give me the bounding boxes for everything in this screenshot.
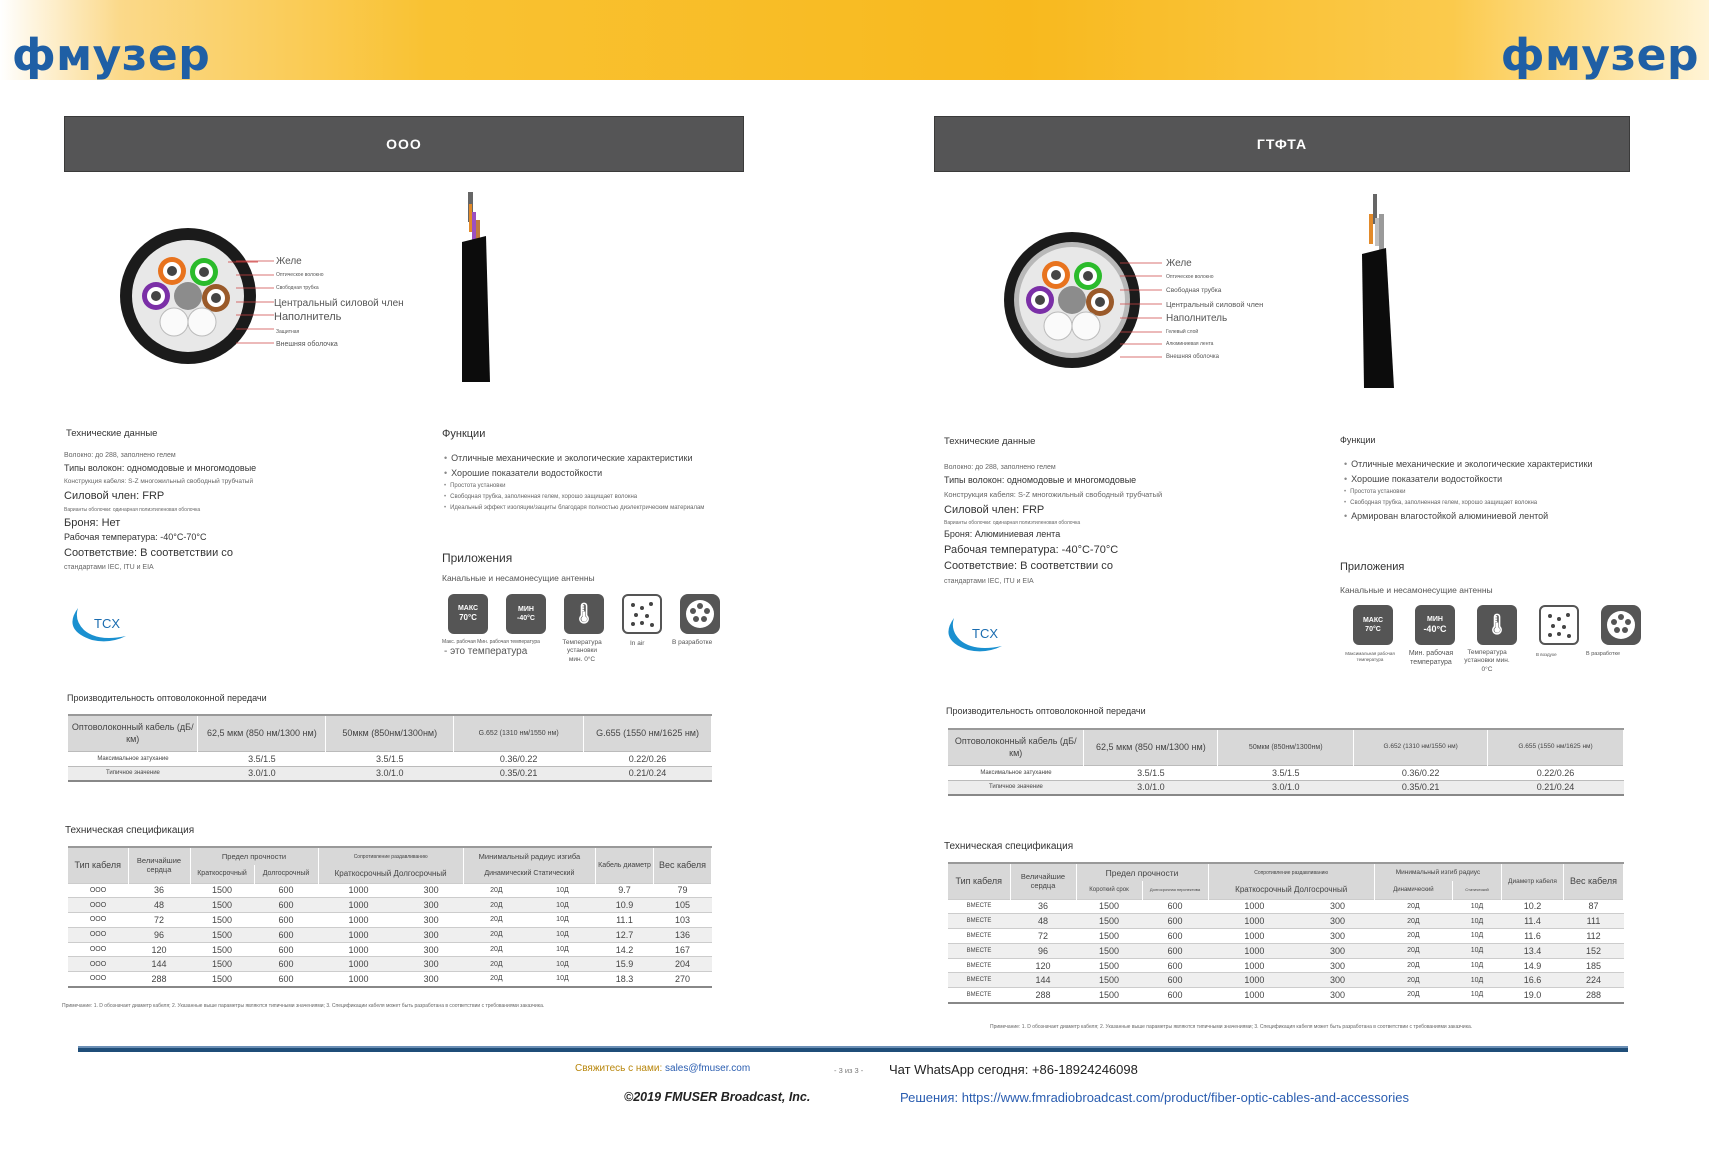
feature-item: • Хорошие показатели водостойкости — [444, 468, 704, 478]
perf-table-title: Производительность оптоволоконной передачи — [946, 706, 1146, 716]
icon-caption: In air — [630, 640, 645, 647]
tcx-logo — [944, 610, 1008, 656]
table-row: OOO 48 1500 600 1000 300 20Д 10Д 10.9 105 — [68, 898, 712, 913]
spec-table-title: Техническая спецификация — [65, 825, 195, 836]
features-title: Функции — [1340, 435, 1376, 445]
tech-standards: стандартами IEC, ITU и EIA — [64, 564, 154, 572]
cross-label-outer-sheath: Внешняя оболочка — [1166, 354, 1219, 360]
icon-install-temp — [556, 594, 612, 634]
icon-in-development — [1591, 605, 1651, 645]
feature-item: • Отличные механические и экологические характеристики — [1344, 459, 1592, 469]
table-row: ВМЕСТЕ 48 1500 600 1000 300 20Д 10Д 11.4 111 — [948, 914, 1624, 929]
feature-item: • Свободная трубка, заполненная гелем, хорошо защищает волокна — [1344, 500, 1592, 506]
icon-caption: - это температура — [444, 646, 528, 657]
brand-logo-right: фмузер — [1500, 30, 1699, 81]
table-row: OOO 96 1500 600 1000 300 20Д 10Д 12.7 136 — [68, 927, 712, 942]
tech-compliance: Соответствие: В соответствии со — [64, 547, 234, 559]
whatsapp-number[interactable]: +86-18924246098 — [1031, 1062, 1138, 1077]
feature-item: • Армирован влагостойкой алюминиевой лентой — [1344, 511, 1592, 521]
icon-install-temp — [1467, 605, 1527, 645]
spec-table: Тип кабеля Величайшие сердца Предел прочности Сопротивление раздавливанию Минимальный радиус изгиба Кабель диаметр Вес кабеля Краткосрочный Долгосрочный Краткосрочный Долгосрочный Динамический Статический OOO 36 1500 600 1000 300 20Д 10Д 9.7 79 OOO 48 1500 600 1000 300 20Д 10Д 10.9 105 OOO 72 1500 600 1000 300 20Д 10Д 11.1 103 OOO 96 1500 600 1000 300 20Д 10Д 12.7 136 OOO 120 1500 600 1000 300 20Д 10Д 14.2 167 OOO 144 1500 600 1000 300 20Д 10Д 15.9 204 OOO 288 1500 600 1000 300 20Д 10Д 18.3 270 — [68, 846, 712, 988]
perf-header: G.655 (1550 нм/1625 нм) — [1488, 729, 1624, 765]
perf-header: G.655 (1550 нм/1625 нм) — [584, 715, 712, 751]
cross-label-aluminum-tape: Алюминиевая лента — [1166, 341, 1214, 347]
applications-title: Приложения — [442, 551, 513, 565]
table-row: ВМЕСТЕ 72 1500 600 1000 300 20Д 10Д 11.6 112 — [948, 929, 1624, 944]
whatsapp-label: Чат WhatsApp сегодня: — [889, 1062, 1029, 1077]
cross-label-tube: Свободная трубка — [276, 285, 319, 291]
tech-armor: Броня: Алюминиевая лента — [944, 529, 1061, 540]
feature-item: • Хорошие показатели водостойкости — [1344, 474, 1592, 484]
header-band — [0, 0, 1709, 80]
perf-header: 50мкм (850нм/1300нм) — [326, 715, 454, 751]
cross-label-gel: Желе — [1166, 258, 1192, 269]
tech-armor: Броня: Нет — [64, 517, 121, 530]
icon-caption: В разработке — [672, 639, 713, 646]
cross-label-filler: Наполнитель — [1166, 313, 1228, 324]
product-panel-left — [64, 116, 744, 172]
cross-label-strength-member: Центральный силовой член — [1166, 300, 1264, 309]
perf-table — [68, 714, 712, 782]
tech-data-block — [944, 460, 1162, 589]
thermometer-icon: 🌡 — [564, 594, 604, 634]
table-row: ВМЕСТЕ 36 1500 600 1000 300 20Д 10Д 10.2 87 — [948, 899, 1624, 914]
applications-subtitle: Канальные и несамонесущие антенны — [442, 573, 595, 583]
tech-data-block — [64, 448, 256, 575]
footer-copyright: ©2019 FMUSER Broadcast, Inc. — [624, 1090, 811, 1104]
contact-email-link[interactable]: sales@fmuser.com — [665, 1063, 751, 1074]
perf-header: 62,5 мкм (850 нм/1300 нм) — [1084, 729, 1218, 765]
tcx-logo-text: TCX — [94, 616, 120, 631]
feature-item: • Простота установки — [1344, 489, 1592, 495]
tech-sheath-options: Варианты оболочки: одинарная полиэтиленовая оболочка — [944, 519, 1081, 526]
cross-label-fiber: Оптическое волокно — [1166, 274, 1214, 280]
thermo-min-icon: МИН -40°C — [1415, 605, 1455, 645]
perf-table-title: Производительность оптоволоконной передачи — [67, 693, 267, 703]
application-icons — [1343, 605, 1653, 645]
table-row: OOO 144 1500 600 1000 300 20Д 10Д 15.9 204 — [68, 957, 712, 972]
spec-table-title: Техническая спецификация — [944, 841, 1074, 852]
solutions-label: Решения: — [900, 1090, 959, 1105]
icon-min-temp — [498, 594, 554, 634]
icon-caption: В воздухе — [1536, 652, 1557, 657]
icon-caption: Температура установки мин. 0°C — [562, 639, 602, 663]
cross-label-outer-sheath: Внешняя оболочка — [276, 341, 338, 348]
icon-caption: Температура установки мин. 0°C — [1464, 649, 1510, 673]
table-footnote: Примечание: 1. D обозначает диаметр кабеля; 2. Указанные выше параметры являются типичными значениями; 3. Спецификация кабеля может быть разработана в соответствии с требованиями заказчика. — [990, 1024, 1473, 1030]
tech-standards: стандартами IEC, ITU и EIA — [944, 577, 1034, 585]
application-icons — [440, 594, 730, 634]
icon-caption: Максимальная рабочая температура — [1345, 651, 1395, 662]
applications-subtitle: Канальные и несамонесущие антенны — [1340, 585, 1493, 595]
icon-caption: Макс. рабочая Мин. рабочая температура — [442, 639, 540, 645]
tcx-logo — [68, 600, 132, 646]
feature-item: • Свободная трубка, заполненная гелем, хорошо защищает волокна — [444, 494, 704, 500]
features-list — [1344, 454, 1592, 526]
tech-temperature: Рабочая температура: -40°C-70°C — [944, 544, 1119, 557]
features-title: Функции — [442, 428, 486, 440]
icon-min-temp — [1405, 605, 1465, 645]
cross-label-filler: Наполнитель — [274, 311, 342, 323]
table-row: Максимальное затухание 3.5/1.5 3.5/1.5 0.36/0.22 0.22/0.26 — [68, 751, 712, 766]
cross-section-leader-lines — [236, 255, 276, 355]
tech-construction: Конструкция кабеля: S-Z многожильный свободный трубчатый — [64, 477, 254, 485]
tech-compliance: Соответствие: В соответствии со — [944, 560, 1114, 573]
thermo-max-icon: МАКС 70°C — [1353, 605, 1393, 645]
table-row: ВМЕСТЕ 144 1500 600 1000 300 20Д 10Д 16.6 224 — [948, 973, 1624, 988]
tech-data-title: Технические данные — [944, 436, 1036, 447]
applications-title: Приложения — [1340, 561, 1405, 573]
footer-solutions — [900, 1090, 1409, 1105]
cross-label-protective: Защитная — [276, 329, 300, 335]
icon-max-temp — [1343, 605, 1403, 645]
table-row: Типичное значение 3.0/1.0 3.0/1.0 0.35/0.21 0.21/0.24 — [948, 780, 1624, 795]
features-list — [444, 448, 704, 516]
tech-construction: Конструкция кабеля: S-Z многожильный свободный трубчатый — [944, 489, 1163, 499]
solutions-link[interactable]: https://www.fmradiobroadcast.com/product/fiber-optic-cables-and-accessories — [961, 1090, 1409, 1105]
air-particles-icon — [1539, 605, 1579, 645]
icon-in-air — [1529, 605, 1589, 645]
icon-in-air — [614, 594, 670, 634]
icon-max-temp — [440, 594, 496, 634]
cross-label-gel: Желе — [276, 256, 302, 267]
thermometer-icon: 🌡 — [1477, 605, 1517, 645]
tech-sheath-options: Варианты оболочки: одинарная полиэтиленовая оболочка — [64, 506, 201, 513]
feature-item: • Отличные механические и экологические характеристики — [444, 453, 704, 463]
table-row: ВМЕСТЕ 120 1500 600 1000 300 20Д 10Д 14.9 185 — [948, 958, 1624, 973]
table-footnote: Примечание: 1. D обозначает диаметр кабеля; 2. Указанные выше параметры являются типичными значениями; 3. Спецификации кабеля может быть разработана в соответствии с требованиями заказчика. — [62, 1003, 545, 1009]
product-panel-right — [934, 116, 1630, 172]
cross-section-leader-lines — [1120, 258, 1164, 364]
duct-icon — [680, 594, 720, 634]
feature-item: • Идеальный эффект изоляции/защиты благодаря полностью диэлектрическим материалам — [444, 505, 704, 511]
spec-table: Тип кабеля Величайшие сердца Предел прочности Сопротивление раздавливанию Минимальный изгиб радиус Диаметр кабеля Вес кабеля Короткий срок Долгосрочная перспектива Краткосрочный Долгосрочный Динамический Статический ВМЕСТЕ 36 1500 600 1000 300 20Д 10Д 10.2 87 ВМЕСТЕ 48 1500 600 1000 300 20Д 10Д 11.4 111 ВМЕСТЕ 72 1500 600 1000 300 20Д 10Д 11.6 112 ВМЕСТЕ 96 1500 600 1000 300 20Д 10Д 13.4 152 ВМЕСТЕ 120 1500 600 1000 300 20Д 10Д 14.9 185 ВМЕСТЕ 144 1500 600 1000 300 20Д 10Д 16.6 224 ВМЕСТЕ 288 1500 600 1000 300 20Д 10Д 19.0 288 — [948, 862, 1624, 1004]
perf-header: 62,5 мкм (850 нм/1300 нм) — [198, 715, 326, 751]
table-row: ВМЕСТЕ 288 1500 600 1000 300 20Д 10Д 19.0 288 — [948, 988, 1624, 1003]
icon-caption: В разработке — [1586, 651, 1621, 657]
brand-logo-left: фмузер — [12, 30, 211, 81]
perf-header: Оптоволоконный кабель (дБ/км) — [68, 715, 198, 751]
icon-in-development — [672, 594, 728, 634]
table-row: OOO 288 1500 600 1000 300 20Д 10Д 18.3 270 — [68, 972, 712, 987]
duct-icon — [1601, 605, 1641, 645]
thermo-min-icon: МИН -40°C — [506, 594, 546, 634]
table-row: OOO 120 1500 600 1000 300 20Д 10Д 14.2 167 — [68, 942, 712, 957]
product-title: OOO — [64, 116, 744, 172]
tech-temperature: Рабочая температура: -40°C-70°C — [64, 532, 207, 543]
perf-header: Оптоволоконный кабель (дБ/км) — [948, 729, 1084, 765]
footer-divider — [78, 1046, 1628, 1052]
table-row: OOO 36 1500 600 1000 300 20Д 10Д 9.7 79 — [68, 883, 712, 898]
tech-data-title: Технические данные — [66, 428, 158, 439]
perf-header: G.652 (1310 нм/1550 нм) — [1354, 729, 1488, 765]
product-title: ГТФТА — [934, 116, 1630, 172]
feature-item: • Простота установки — [444, 483, 704, 489]
table-row: OOO 72 1500 600 1000 300 20Д 10Д 11.1 103 — [68, 913, 712, 928]
icon-caption: Мин. рабочая температура — [1408, 650, 1454, 667]
cable-side-view-image — [456, 192, 496, 382]
tech-strength-member: Силовой член: FRP — [64, 490, 165, 503]
cross-label-fiber: Оптическое волокно — [276, 272, 324, 278]
perf-table — [948, 728, 1624, 796]
tech-fiber: Волокно: до 288, заполнено гелем — [64, 452, 176, 459]
cross-label-tube: Свободная трубка — [1166, 287, 1222, 294]
cable-side-view-image — [1356, 194, 1402, 388]
tech-fiber-types: Типы волокон: одномодовые и многомодовые — [944, 475, 1137, 486]
cross-label-strength-member: Центральный силовой член — [274, 298, 404, 309]
table-row: ВМЕСТЕ 96 1500 600 1000 300 20Д 10Д 13.4 152 — [948, 943, 1624, 958]
air-particles-icon — [622, 594, 662, 634]
perf-header: G.652 (1310 нм/1550 нм) — [454, 715, 584, 751]
footer-contact — [575, 1063, 750, 1074]
table-row: Максимальное затухание 3.5/1.5 3.5/1.5 0.36/0.22 0.22/0.26 — [948, 765, 1624, 780]
cross-label-gel-layer: Гелевый слой — [1166, 329, 1199, 335]
tech-strength-member: Силовой член: FRP — [944, 503, 1045, 516]
tech-fiber-types: Типы волокон: одномодовые и многомодовые — [64, 463, 257, 474]
page-number: - 3 из 3 - — [834, 1066, 864, 1075]
tcx-logo-text: TCX — [972, 626, 998, 641]
perf-header: 50мкм (850нм/1300нм) — [1218, 729, 1354, 765]
table-row: Типичное значение 3.0/1.0 3.0/1.0 0.35/0.21 0.21/0.24 — [68, 766, 712, 781]
tech-fiber: Волокно: до 288, заполнено гелем — [944, 464, 1056, 471]
footer-whatsapp — [889, 1062, 1138, 1077]
thermo-max-icon: МАКС 70°C — [448, 594, 488, 634]
contact-label: Свяжитесь с нами: — [575, 1063, 663, 1074]
